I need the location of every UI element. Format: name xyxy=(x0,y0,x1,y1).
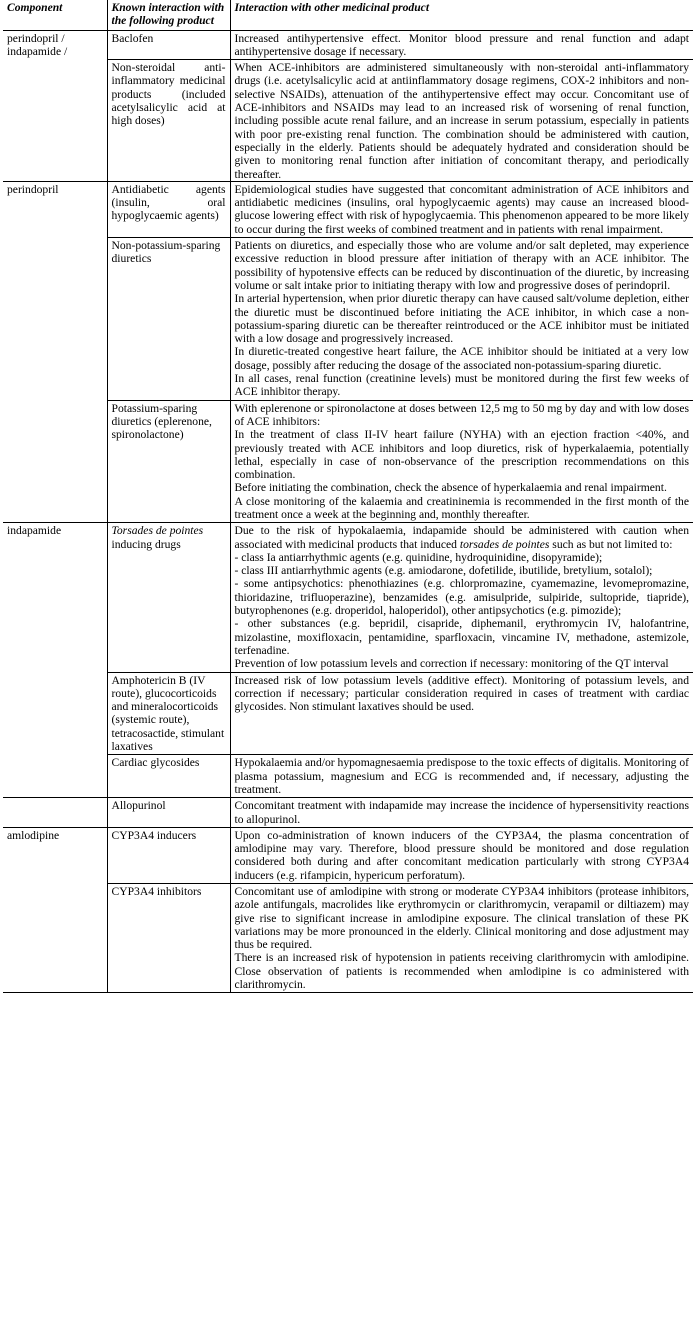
component-cell xyxy=(3,238,107,401)
interaction-cell xyxy=(230,400,693,523)
interaction-cell xyxy=(230,755,693,798)
interaction-cell xyxy=(230,238,693,401)
table-row xyxy=(3,30,693,60)
table-row xyxy=(3,755,693,798)
component-cell: perindopril / indapamide / xyxy=(7,31,68,58)
interaction-text: Due to the risk of hypokalaemia, indapamide should be administered with caution when associated with medicinal products that induced xyxy=(234,524,689,551)
table-row xyxy=(3,798,693,828)
interaction-table xyxy=(3,0,693,993)
interaction-paragraph: Concomitant treatment with indapamide may increase the incidence of hypersensitivity reactions to allopurinol. xyxy=(234,799,689,826)
known-interaction-cell: Amphotericin B (IV route), glucocorticoids and mineralocorticoids (systemic route), tetracosactide, stimulant laxatives xyxy=(107,672,230,755)
component-cell: indapamide xyxy=(3,523,107,672)
table-header-row xyxy=(3,0,693,30)
interaction-paragraph: In all cases, renal function (creatinine levels) must be monitored during the first few weeks of ACE inhibitor therapy. xyxy=(234,372,689,399)
interaction-paragraph: Before initiating the combination, check the absence of hyperkalaemia and renal impairment. xyxy=(234,481,667,495)
interaction-paragraph xyxy=(235,524,690,551)
header-known-interaction: Known interaction with the following product xyxy=(107,0,230,30)
table-row xyxy=(3,181,693,237)
component-cell xyxy=(3,672,107,755)
interaction-paragraph: - class III antiarrhythmic agents (e.g. amiodarone, dofetilide, ibutilide, bretylium, sotalol); xyxy=(234,564,653,578)
interaction-paragraph: Concomitant use of amlodipine with strong or moderate CYP3A4 inhibitors (protease inhibitors, azole antifungals, macrolides like erythromycin or clarithromycin, verapamil or diltiazem) may give rise to significant increase in amlodipine exposure. The clinical translation of these PK variations may be more pronounced in the elderly. Clinical monitoring and dose adjustment may thus be required. xyxy=(234,885,689,952)
interaction-cell xyxy=(230,798,693,828)
interaction-paragraph: Prevention of low potassium levels and correction if necessary: monitoring of the QT interval xyxy=(234,657,669,671)
interaction-paragraph: Increased antihypertensive effect. Monitor blood pressure and renal function and adapt antihypertensive dosage if necessary. xyxy=(234,31,689,58)
interaction-paragraph: Epidemiological studies have suggested that concomitant administration of ACE inhibitors and antidiabetic medicines (insulins, oral hypoglycaemic agents) may cause an increased blood-glucose lowering effect with risk of hypoglycaemia. This phenomenon appeared to be more likely to occur during the first weeks of combined treatment and in patients with renal impairment. xyxy=(234,182,689,236)
interaction-paragraph: In the treatment of class II-IV heart failure (NYHA) with an ejection fraction <40%, and previously treated with ACE inhibitors and loop diuretics, risk of hyperkalaemia, potentially lethal, especially in case of non-observance of the prescription recommendations on this combination. xyxy=(234,428,689,482)
known-interaction-cell: Potassium-sparing diuretics (eplerenone, spironolactone) xyxy=(107,400,230,523)
interaction-paragraph: Upon co-administration of known inducers of the CYP3A4, the plasma concentration of amlodipine may vary. Therefore, blood pressure should be monitored and dose regulation considered both during and after concomitant medication particularly with strong CYP3A4 inducers (e.g. rifampicin, hypericum perforatum). xyxy=(234,828,689,882)
known-interaction-text: inducing drugs xyxy=(111,537,181,551)
component-cell xyxy=(3,400,107,523)
interaction-cell xyxy=(230,523,693,672)
known-interaction-cell: Antidiabetic agents (insulin, oral hypoglycaemic agents) xyxy=(107,181,230,237)
component-cell xyxy=(3,60,107,182)
interaction-paragraph: When ACE-inhibitors are administered simultaneously with non-steroidal anti-inflammatory drugs (i.e. acetylsalicylic acid at antiinflammatory dosage regimens, COX-2 inhibitors and non-selective NSAIDs), attenuation of the antihypertensive effect may occur. Concomitant use of ACE-inhibitors and NSAIDs may lead to an increased risk of worsening of renal function, including possible acute renal failure, and an increase in serum potassium, especially in patients with poor pre-existing renal function. The combination should be administered with caution, especially in the elderly. Patients should be adequately hydrated and consideration should be given to monitoring renal function after initiation of concomitant therapy, and periodically thereafter. xyxy=(234,61,689,181)
header-interaction: Interaction with other medicinal product xyxy=(230,0,693,30)
interaction-cell xyxy=(230,672,693,755)
table-row xyxy=(3,884,693,993)
interaction-cell xyxy=(230,30,693,60)
known-interaction-cell: CYP3A4 inhibitors xyxy=(107,884,230,993)
interaction-paragraph: - class Ia antiarrhythmic agents (e.g. quinidine, hydroquinidine, disopyramide); xyxy=(234,550,603,564)
interaction-paragraph: In diuretic-treated congestive heart failure, the ACE inhibitor should be initiated at a very low dosage, possibly after reducing the dosage of the associated non-potassium-sparing diuretic. xyxy=(234,345,689,372)
component-cell xyxy=(3,755,107,798)
interaction-paragraph: In arterial hypertension, when prior diuretic therapy can have caused salt/volume depletion, either the diuretic must be discontinued before initiating the ACE inhibitor, in which case a non-potassium-sparing diuretic can be thereafter reintroduced or the ACE inhibitor must be initiated with a low dosage and progressively increased. xyxy=(234,292,689,346)
interaction-text: such as but not limited to: xyxy=(549,537,673,551)
table-row xyxy=(3,60,693,182)
interaction-paragraph: - other substances (e.g. bepridil, cisapride, diphemanil, erythromycin IV, halofantrine, mizolastine, moxifloxacin, pentamidine, sparfloxacin, vincamine IV, methadone, astemizole, terfenadine. xyxy=(234,617,689,657)
interaction-paragraph: With eplerenone or spironolactone at doses between 12,5 mg to 50 mg by day and with low doses of ACE inhibitors: xyxy=(234,401,689,428)
table-row xyxy=(3,523,693,672)
interaction-cell xyxy=(230,827,693,883)
interaction-paragraph: - some antipsychotics: phenothiazines (e.g. chlorpromazine, cyamemazine, levomepromazine, thioridazine, trifluoperazine), benzamides (e.g. amisulpride, sulpiride, sultopride, tiapride), butyrophenones (e.g. droperidol, haloperidol), other antipsychotics (e.g. pimozide); xyxy=(234,577,689,618)
interaction-paragraph: Increased risk of low potassium levels (additive effect). Monitoring of potassium levels, and correction if necessary; particular consideration required in cases of treatment with cardiac glycosides. Non stimulant laxatives should be used. xyxy=(234,673,689,714)
component-cell: amlodipine xyxy=(3,827,107,883)
interaction-paragraph: There is an increased risk of hypotension in patients receiving clarithromycin with amlodipine. Close observation of patients is recommended when amlodipine is co administered with clarithromycin. xyxy=(234,951,689,992)
known-interaction-italic: Torsades de pointes xyxy=(111,524,204,538)
known-interaction-cell xyxy=(107,523,230,672)
known-interaction-cell: Allopurinol xyxy=(107,798,230,828)
table-row xyxy=(3,827,693,883)
table-row xyxy=(3,400,693,523)
known-interaction-cell: Non-steroidal anti-inflammatory medicinal products (included acetylsalicylic acid at high doses) xyxy=(107,60,230,182)
known-interaction-cell: Non-potassium-sparing diuretics xyxy=(107,238,230,401)
interaction-cell xyxy=(230,884,693,993)
known-interaction-cell: CYP3A4 inducers xyxy=(107,827,230,883)
interaction-paragraph: A close monitoring of the kalaemia and creatininemia is recommended in the first month of the treatment once a week at the beginning and, monthly thereafter. xyxy=(234,494,689,521)
known-interaction-cell: Baclofen xyxy=(107,30,230,60)
component-cell: perindopril xyxy=(3,181,107,237)
interaction-italic: torsades de pointes xyxy=(459,537,550,551)
interaction-cell xyxy=(230,60,693,182)
interaction-paragraph: Hypokalaemia and/or hypomagnesaemia predispose to the toxic effects of digitalis. Monitoring of plasma potassium, magnesium and ECG is recommended and, if necessary, adjusting the treatment. xyxy=(234,756,689,796)
known-interaction-cell: Cardiac glycosides xyxy=(107,755,230,798)
table-row xyxy=(3,238,693,401)
interaction-paragraph: Patients on diuretics, and especially those who are volume and/or salt depleted, may experience excessive reduction in blood pressure after initiation of therapy with an ACE inhibitor. The possibility of hypotensive effects can be reduced by discontinuation of the diuretic, by increasing volume or salt intake prior to initiating therapy with low and progressive doses of perindopril. xyxy=(234,239,689,292)
header-component: Component xyxy=(3,0,107,30)
table-row xyxy=(3,672,693,755)
component-cell xyxy=(3,884,107,993)
interaction-cell xyxy=(230,181,693,237)
component-cell xyxy=(3,798,107,828)
